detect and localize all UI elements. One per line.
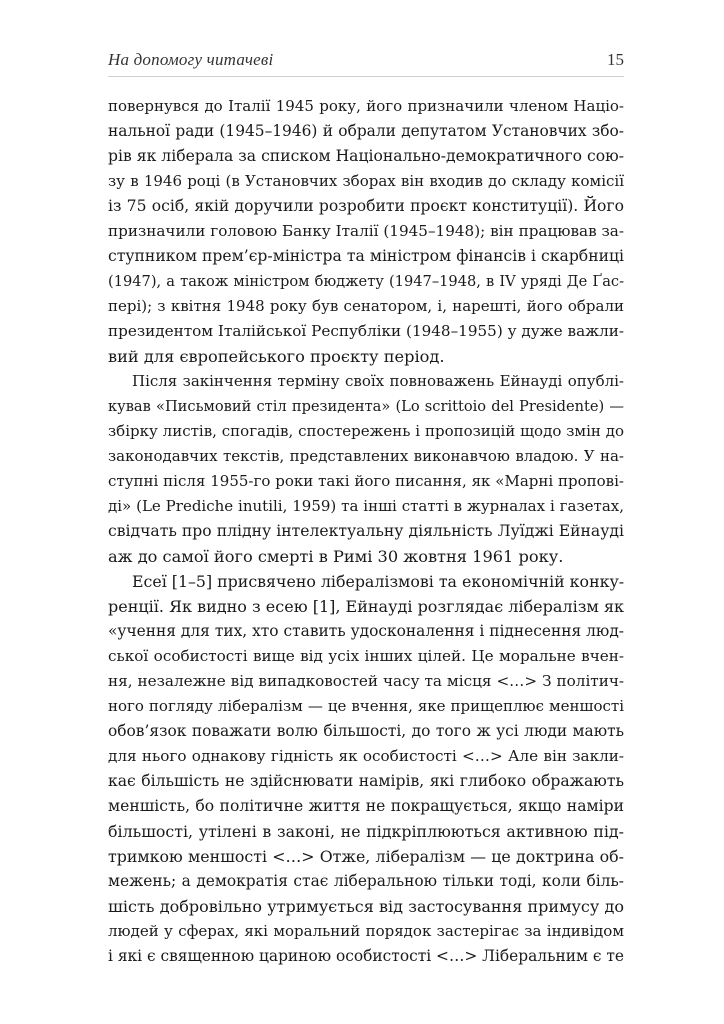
text-line: призначили головою Банку Італії (1945–1948); він працював за- [108, 222, 624, 240]
text-line: законодавчих текстів, представлених виконавчою владою. У на- [108, 447, 624, 465]
text-line: ді» (Le Prediche inutili, 1959) та інші статті в журналах і газетах, [108, 497, 624, 515]
text-line: ступні після 1955-го роки такі його писання, як «Марні пропові- [108, 472, 624, 490]
text-line: «учення для тих, хто ставить удосконалення і піднесення люд- [108, 622, 624, 640]
text-line: обов’язок поважати волю більшості, до того ж усі люди мають [108, 722, 624, 740]
text-line: нальної ради (1945–1946) й обрали депутатом Установчих збо- [108, 122, 624, 140]
text-line: ного погляду лібералізм — це вчення, яке прищеплює меншості [108, 697, 624, 715]
body-text [108, 94, 624, 969]
text-line: аж до самої його смерті в Римі 30 жовтня 1961 року. [108, 547, 564, 566]
text-line: тримкою меншості <…> Отже, лібералізм — це доктрина об- [108, 847, 624, 866]
text-line: меншість, бо політичне життя не покращується, якщо наміри [108, 797, 624, 815]
text-line: ренції. Як видно з есею [1], Ейнауді розглядає лібералізм як [108, 597, 624, 616]
paragraph-first-line: Після закінчення терміну своїх повноважень Ейнауді опублі- [132, 372, 624, 390]
text-line: кував «Письмовий стіл президента» (Lo scrittoio del Presidente) — [108, 398, 624, 415]
page-number: 15 [607, 50, 624, 69]
text-line: ської особистості вище від усіх інших цілей. Це моральне вчен- [108, 647, 624, 665]
text-line: для нього однакову гідність як особистості <…> Але він закли- [108, 747, 624, 765]
text-line: і які є священною цариною особистості <…> Ліберальним є те [108, 947, 624, 965]
text-line: рів як ліберала за списком Національно-демократичного сою- [108, 147, 624, 165]
text-line: пері); з квітня 1948 року був сенатором, і, нарешті, його обрали [108, 297, 624, 315]
running-head-title: На допомогу читачеві [108, 50, 274, 69]
text-line: більшості, утілені в законі, не підкріплюються активною під- [108, 822, 624, 841]
text-line: із 75 осіб, якій доручили розробити проєкт конституції). Його [108, 197, 624, 215]
text-line: кає більшість не здійснювати намірів, які глибоко ображають [108, 772, 624, 790]
text-line: шість добровільно утримується від застосування примусу до [108, 897, 624, 916]
text-line: ня, незалежне від випадковостей часу та місця <…> З політич- [108, 672, 624, 690]
paragraph-first-line: Есеї [1–5] присвячено лібералізмові та економічній конку- [132, 572, 624, 591]
text-line: межень; а демократія стає ліберальною тільки тоді, коли біль- [108, 872, 624, 890]
text-line: ступником прем’єр-міністра та міністром фінансів і скарбниці [108, 247, 624, 265]
text-line: вий для європейського проєкту період. [108, 347, 445, 366]
text-line: повернувся до Італії 1945 року, його призначили членом Націо- [108, 97, 624, 115]
text-line: зу в 1946 році (в Установчих зборах він входив до складу комісії [108, 172, 624, 190]
header-divider [108, 76, 624, 77]
text-line: людей у сферах, які моральний порядок застерігає за індивідом [108, 922, 624, 940]
text-line: збірку листів, спогадів, спостережень і пропозицій щодо змін до [108, 422, 624, 440]
text-line: президентом Італійської Республіки (1948–1955) у дуже важли- [108, 322, 624, 340]
text-line: (1947), а також міністром бюджету (1947–1948, в IV уряді Де Ґас- [108, 273, 624, 290]
text-line: свідчать про плідну інтелектуальну діяльність Луїджі Ейнауді [108, 522, 624, 540]
